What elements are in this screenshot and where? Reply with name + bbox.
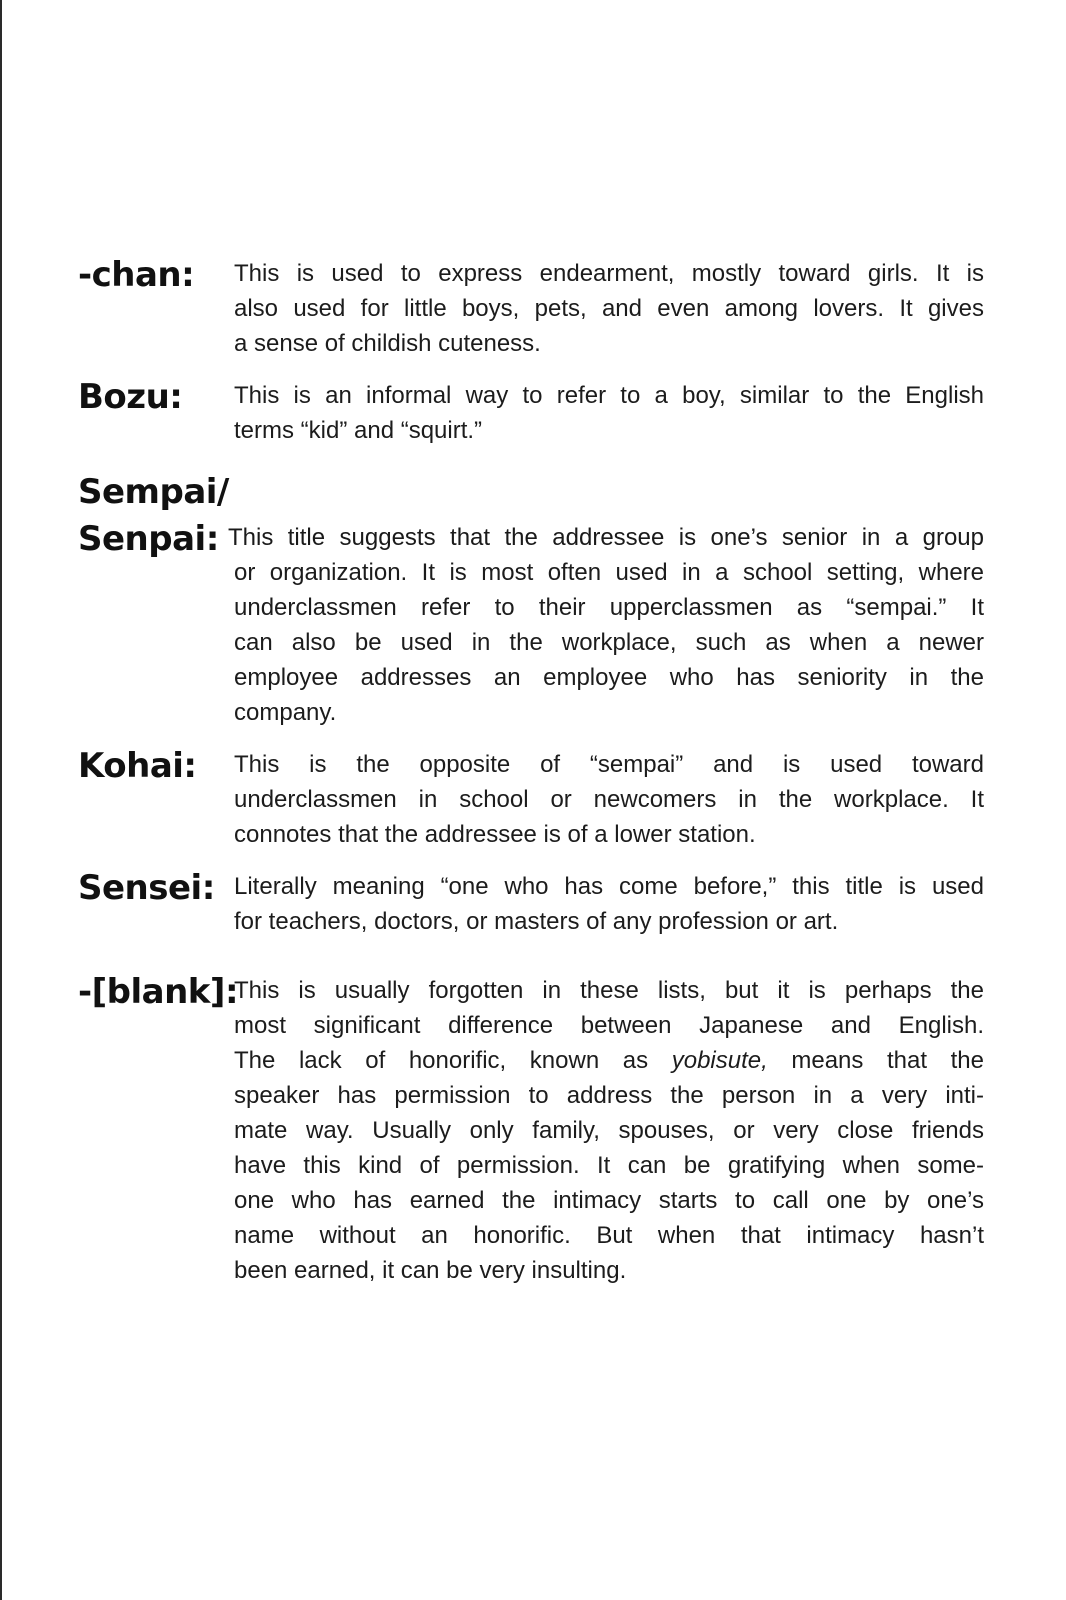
- term-blank: -[blank]:: [78, 972, 239, 1012]
- definition-bozu: [234, 378, 984, 448]
- glossary-entry-sensei: [78, 869, 984, 939]
- term-bozu: Bozu:: [78, 377, 183, 417]
- definition-line: This title suggests that the addressee is one’s senior in a group: [228, 524, 984, 551]
- definition-line: This is the opposite of “sempai” and is used toward: [234, 751, 984, 778]
- glossary-entry-blank: [78, 973, 984, 1288]
- definition-line: can also be used in the workplace, such as when a newer: [234, 629, 984, 656]
- definition-line-yobisute: [234, 1043, 984, 1078]
- definition-sempai: [234, 555, 984, 730]
- definition-line: underclassmen refer to their upperclassmen as “sempai.” It: [234, 594, 984, 621]
- definition-line: This is an informal way to refer to a boy, similar to the English: [234, 382, 984, 409]
- definition-line: employee addresses an employee who has seniority in the: [234, 664, 984, 691]
- definition-line: underclassmen in school or newcomers in the workplace. It: [234, 786, 984, 813]
- term-sensei: Sensei:: [78, 868, 215, 908]
- definition-line: for teachers, doctors, or masters of any profession or art.: [234, 908, 839, 935]
- definition-line: mate way. Usually only family, spouses, or very close friends: [234, 1117, 984, 1144]
- definition-line: speaker has permission to address the person in a very inti-: [234, 1082, 984, 1109]
- glossary-entry-chan: [78, 256, 984, 361]
- definition-chan: [234, 256, 984, 361]
- definition-line: a sense of childish cuteness.: [234, 330, 541, 357]
- definition-line: one who has earned the intimacy starts to call one by one’s: [234, 1187, 984, 1214]
- definition-line: Literally meaning “one who has come before,” this title is used: [234, 873, 984, 900]
- term-sempai: Sempai/: [78, 472, 229, 512]
- definition-line: have this kind of permission. It can be gratifying when some-: [234, 1152, 984, 1179]
- definition-line: This is used to express endearment, mostly toward girls. It is: [234, 260, 984, 287]
- definition-kohai: [234, 747, 984, 852]
- term-chan: -chan:: [78, 255, 195, 295]
- definition-line: been earned, it can be very insulting.: [234, 1257, 627, 1284]
- definition-text: The lack of honorific, known as: [234, 1047, 672, 1074]
- definition-line: or organization. It is most often used in a school setting, where: [234, 559, 984, 586]
- senpai-row: [78, 519, 984, 559]
- page-left-edge: [0, 0, 2, 1600]
- term-kohai: Kohai:: [78, 746, 197, 786]
- definition-line: most significant difference between Japanese and English.: [234, 1012, 984, 1039]
- definition-line: This is usually forgotten in these lists, but it is perhaps the: [234, 977, 984, 1004]
- glossary-entry-sempai: [78, 472, 984, 730]
- honorifics-glossary: [78, 256, 984, 1288]
- term-yobisute: yobisute,: [671, 1047, 768, 1074]
- definition-line: also used for little boys, pets, and even among lovers. It gives: [234, 295, 984, 322]
- definition-sensei: [234, 869, 984, 939]
- definition-text: means that the: [767, 1047, 984, 1074]
- glossary-entry-bozu: [78, 378, 984, 448]
- definition-line: company.: [234, 699, 337, 726]
- term-senpai: Senpai:: [78, 519, 219, 559]
- definition-line: connotes that the addressee is of a lower station.: [234, 821, 756, 848]
- glossary-entry-kohai: [78, 747, 984, 852]
- definition-blank: [234, 973, 984, 1288]
- definition-first-line: [228, 520, 984, 555]
- definition-line: name without an honorific. But when that intimacy hasn’t: [234, 1222, 984, 1249]
- definition-line: terms “kid” and “squirt.”: [234, 417, 483, 444]
